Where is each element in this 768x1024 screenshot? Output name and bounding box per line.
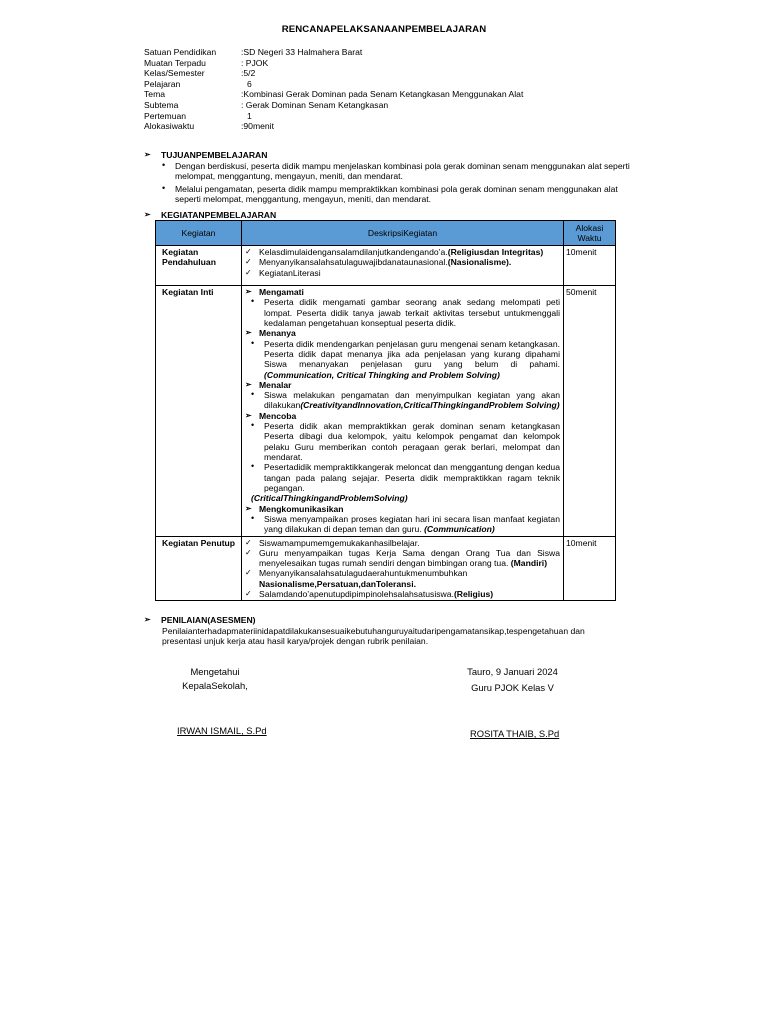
value-tag: Nasionalisme,Persatuan,danToleransi. [259, 578, 416, 589]
checkmark-icon: ✓ [245, 257, 252, 267]
identity-row [144, 79, 523, 90]
time-allocation: 50menit [564, 286, 616, 537]
signature-right-name: ROSITA THAIB, S.Pd [470, 728, 560, 739]
table-row [156, 536, 616, 601]
penilaian-text: Penilaianterhadapmateriinidapatdilakukansesuaikebutuhanguruyaitudaripengamatansikap,tespengetahuan dan presentasi unjuk kerja atau hasil karya/projek dengan rubrik penilaian. [162, 626, 585, 647]
subheading-text: Mengamati [259, 287, 304, 297]
signature-left [150, 666, 280, 692]
identity-value: : PJOK [241, 57, 269, 68]
identity-value: :90menit [241, 121, 274, 132]
tujuan-item-text: Melalui pengamatan, peserta didik mampu mempraktikkan kombinasi pola gerak dominan senam menggunakan alat seperti melompat, menggantung, mengayun, meniti, dan mendarat. [175, 183, 618, 204]
list-item [245, 421, 560, 462]
identity-label: Tema [144, 89, 166, 100]
identity-row [144, 47, 523, 58]
subheading [245, 504, 560, 514]
identity-label: Pertemuan [144, 110, 187, 121]
identity-label: Pelajaran [144, 78, 181, 89]
identity-value: 1 [247, 110, 252, 121]
value-tag: (Communication, Critical Thingking and Problem Solving) [264, 369, 500, 380]
arrow-bullet-icon: ➢ [245, 379, 252, 389]
item-text: Guru menyampaikan tugas Kerja Sama dengan Orang Tua dan Siswa menyelesaikan tugas rumah sendiri dengan bimbingan orang tua. [259, 547, 560, 569]
item-text: Siswamampumemgemukakanhasilbelajar. [259, 537, 420, 548]
subheading-text: Mengkomunikasikan [259, 503, 344, 514]
subheading [245, 411, 560, 421]
identity-row [144, 58, 523, 69]
value-tag: (Nasionalisme). [447, 257, 512, 268]
tujuan-heading-text: TUJUANPEMBELAJARAN [161, 150, 268, 160]
identity-value: :5/2 [241, 68, 256, 79]
kegiatan-heading [144, 210, 276, 220]
subheading [245, 328, 560, 338]
column-header: Kegiatan [156, 221, 242, 246]
identity-value: : Gerak Dominan Senam Ketangkasan [241, 99, 389, 110]
table-row [156, 286, 616, 537]
list-item [245, 548, 560, 569]
tujuan-item-text: Dengan berdiskusi, peserta didik mampu menjelaskan kombinasi pola gerak dominan senam menggunakan alat seperti melompat, menggantung, mengayun, meniti, dan mendarat. [175, 161, 630, 182]
item-text: KegiatanLiterasi [259, 267, 321, 278]
arrow-bullet-icon: ➢ [245, 503, 252, 513]
list-item [245, 390, 560, 411]
arrow-bullet-icon: ➢ [144, 150, 151, 160]
bullet-dot-icon: • [251, 389, 255, 400]
identity-label: Muatan Terpadu [144, 57, 206, 68]
checkmark-icon: ✓ [245, 547, 252, 557]
item-text: Peserta didik mengamati gambar seorang anak sedang melompati peti lompat. Peserta didik tanya jawab terkait aktivitas tersebut untukmenggali kedalaman pengetahuan konseptual peserta didik. [264, 297, 560, 328]
penilaian-heading [144, 615, 256, 625]
list-item [245, 589, 560, 599]
list-item [245, 339, 560, 380]
item-text: Siswa menyampaikan proses kegiatan hari ini secara lisan manfaat kegiatan yang dilakukan di depan teman dan guru. [264, 513, 560, 535]
kegiatan-label: Kegiatan Inti [156, 286, 242, 537]
arrow-bullet-icon: ➢ [245, 328, 252, 338]
kegiatan-description [242, 286, 564, 537]
column-header: Alokasi Waktu [564, 221, 616, 246]
value-tag: (Religius) [453, 589, 494, 600]
item-text: Pesertadidik mempraktikkangerak meloncat dan menggantung dengan kedua tangan pada palang sejajar. Peserta didik mempraktikkan ragam teknik pegangan. [264, 462, 560, 493]
bullet-dot-icon: • [251, 296, 255, 307]
identity-label: Kelas/Semester [144, 68, 205, 79]
arrow-bullet-icon: ➢ [144, 615, 151, 625]
value-tag: (CreativityandInnovation,CriticalThingkingandProblem Solving) [300, 400, 560, 411]
tujuan-heading [144, 150, 267, 160]
kegiatan-description [242, 536, 564, 601]
identity-row [144, 89, 523, 100]
arrow-bullet-icon: ➢ [245, 287, 252, 296]
item-text: Peserta didik akan mempraktikkan gerak dominan senam ketangkasan Peserta dibagi dua kelompok, yaitu kelompok pengamat dan kelompok pelaku Guru memberikan contoh peragaan gerak berlari, melompat dan mendarat. [264, 421, 560, 462]
column-header: DeskripsiKegiatan [242, 221, 564, 246]
value-tag: (CriticalThingkingandProblemSolving) [251, 493, 408, 504]
list-item [245, 538, 560, 548]
bullet-dot-icon: • [251, 461, 255, 472]
identity-label: Alokasiwaktu [144, 121, 195, 132]
item-text: Peserta didik mendengarkan penjelasan guru mengenai senam ketangkasan. Peserta didik dapat menanya jika ada penjelasan yang kurang dipahami Siswa menanyakan penjelasan guru yang belum di pahami. [264, 338, 560, 370]
checkmark-icon: ✓ [245, 589, 252, 599]
bullet-dot-icon: • [251, 420, 255, 431]
subheading-text: Mencoba [259, 410, 297, 421]
identity-label: Subtema [144, 99, 179, 110]
signature-role: KepalaSekolah, [182, 680, 248, 692]
identity-value: :Kombinasi Gerak Dominan pada Senam Ketangkasan Menggunakan Alat [241, 89, 524, 100]
list-item [245, 268, 560, 278]
kegiatan-label: Kegiatan Penutup [156, 536, 242, 601]
identity-row [144, 121, 523, 132]
identity-table [144, 47, 523, 132]
signature-left-name: IRWAN ISMAIL, S.Pd [177, 725, 267, 736]
arrow-bullet-icon: ➢ [144, 210, 151, 220]
list-item [245, 462, 560, 493]
checkmark-icon: ✓ [245, 267, 252, 277]
table-row [156, 246, 616, 286]
subheading [245, 287, 560, 297]
subheading [245, 380, 560, 390]
time-allocation: 10menit [564, 246, 616, 286]
list-item [245, 297, 560, 328]
value-tag: (Religiusdan Integritas) [447, 247, 544, 257]
list-item [162, 184, 632, 205]
signature-right [440, 666, 585, 694]
kegiatan-table [155, 220, 616, 601]
arrow-bullet-icon: ➢ [245, 410, 252, 420]
identity-row [144, 111, 523, 122]
identity-value: :SD Negeri 33 Halmahera Barat [241, 47, 363, 57]
subheading-text: Menalar [259, 379, 292, 390]
list-item [245, 247, 560, 257]
document-title: RENCANAPELAKSANAANPEMBELAJARAN [281, 24, 487, 35]
identity-label: Satuan Pendidikan [144, 47, 217, 57]
list-item [245, 568, 560, 589]
checkmark-icon: ✓ [245, 537, 252, 547]
bullet-dot-icon: • [162, 182, 166, 193]
value-tag: (Communication) [424, 524, 495, 535]
value-tag: (Mandiri) [510, 558, 548, 569]
penilaian-heading-text: PENILAIAN(ASESMEN) [161, 615, 256, 625]
list-item [162, 161, 632, 182]
item-text: Siswa melakukan pengamatan dan menyimpulkan kegiatan yang akan dilakukan [264, 390, 560, 411]
kegiatan-description [242, 246, 564, 286]
signature-caption: Mengetahui [190, 666, 240, 677]
identity-row [144, 100, 523, 111]
item-text: Salamdando’apenutupdipimpinolehsalahsatusiswa. [259, 589, 454, 600]
subheading-text: Menanya [259, 328, 296, 339]
bullet-dot-icon: • [251, 337, 255, 348]
bullet-dot-icon: • [162, 160, 166, 170]
identity-value: 6 [247, 78, 252, 89]
signature-role: Guru PJOK Kelas V [471, 682, 554, 694]
time-allocation: 10menit [564, 536, 616, 601]
signature-date: Tauro, 9 Januari 2024 [467, 666, 558, 677]
list-item [245, 257, 560, 267]
item-text: Kelasdimulaidengansalamdilanjutkandengando’a. [259, 247, 448, 257]
checkmark-icon: ✓ [245, 247, 252, 256]
tujuan-list [162, 161, 632, 206]
list-item [245, 514, 560, 535]
checkmark-icon: ✓ [245, 568, 252, 578]
table-header-row [156, 221, 616, 246]
bullet-dot-icon: • [251, 512, 255, 523]
identity-row [144, 68, 523, 79]
kegiatan-label: Kegiatan Pendahuluan [156, 246, 242, 286]
item-text: Menyanyikansalahsatulagudaerahuntukmenumbuhkan [259, 568, 468, 579]
kegiatan-heading-text: KEGIATANPEMBELAJARAN [161, 210, 277, 220]
item-text: Menyanyikansalahsatulaguwajibdanatau​nasional. [259, 257, 448, 268]
